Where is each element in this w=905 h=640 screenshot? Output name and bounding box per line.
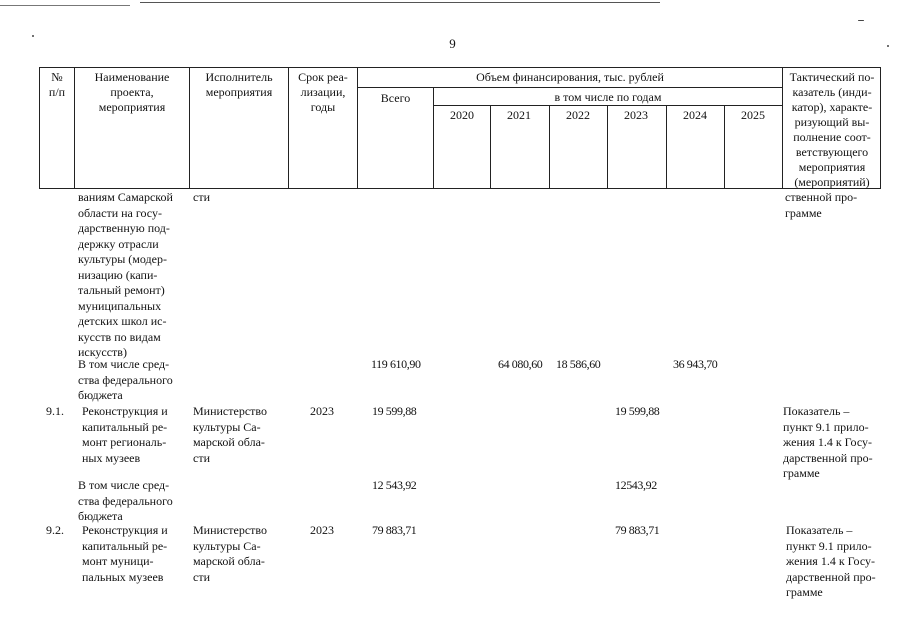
- fed1-2021: 64 080,60: [498, 357, 543, 371]
- scan-top-edge: [140, 2, 660, 3]
- fed1-total: 119 610,90: [371, 357, 421, 371]
- fed1-2024: 36 943,70: [673, 357, 718, 371]
- header-total: Всего: [380, 91, 411, 105]
- row92-executor: Министерство культуры Са- марской обла- сти: [193, 523, 267, 584]
- header-year-2024: 2024: [683, 108, 707, 122]
- fed2-2023: 12543,92: [615, 478, 657, 492]
- row92-term: 2023: [310, 523, 334, 537]
- row91-total: 19 599,88: [372, 404, 417, 418]
- header-number: № п/п: [48, 70, 66, 99]
- header-year-2021: 2021: [507, 108, 531, 122]
- cont-name-cell: ваниям Самарской области на госу- дарственную под- держку отрасли культуры (модер- низацию (капи- тальный ремонт) муниципальных детских школ ис- кусств по видам искусств): [78, 190, 173, 359]
- header-bottom-border: [39, 188, 881, 189]
- fed1-label: В том числе сред- ства федерального бюджета: [78, 357, 173, 402]
- header-by-years: в том числе по годам: [554, 90, 662, 104]
- header-year-2020: 2020: [450, 108, 474, 122]
- row91-term: 2023: [310, 404, 334, 418]
- row92-total: 79 883,71: [372, 523, 417, 537]
- row92-2023: 79 883,71: [615, 523, 660, 537]
- header-year-2023: 2023: [624, 108, 648, 122]
- row91-indicator: Показатель – пункт 9.1 прило- жения 1.4 к Госу- дарственной про- грамме: [783, 404, 873, 480]
- table-top-border: [39, 67, 881, 68]
- row91-2023: 19 599,88: [615, 404, 660, 418]
- years-sub-border: [433, 105, 783, 106]
- header-funding: Объем финансирования, тыс. рублей: [476, 70, 664, 84]
- scan-top-edge-2: [0, 5, 130, 6]
- cont-indicator-cell: ственной про- грамме: [785, 190, 858, 220]
- header-executor: Исполнитель мероприятия: [205, 70, 273, 99]
- row91-number: 9.1.: [46, 404, 64, 418]
- fed2-label: В том числе сред- ства федерального бюджета: [78, 478, 173, 523]
- row92-indicator: Показатель – пункт 9.1 прило- жения 1.4 к Госу- дарственной про- грамме: [786, 523, 876, 599]
- header-term: Срок реа- лизации, годы: [298, 70, 348, 114]
- row92-name: Реконструкция и капитальный ре- монт муници- пальных музеев: [82, 523, 168, 584]
- fed2-total: 12 543,92: [372, 478, 417, 492]
- funding-sub-border: [357, 87, 783, 88]
- header-indicator: Тактический по- казатель (инди- катор), характе- ризующий вы- полнение соот- ветствующего мероприятия (мероприятий): [789, 70, 875, 189]
- header-year-2022: 2022: [566, 108, 590, 122]
- header-name: Наименование проекта, мероприятия: [94, 70, 170, 114]
- row92-number: 9.2.: [46, 523, 64, 537]
- page-number: 9: [449, 36, 456, 51]
- fed1-2022: 18 586,60: [556, 357, 601, 371]
- cont-executor-cell: сти: [193, 190, 210, 204]
- header-year-2025: 2025: [741, 108, 765, 122]
- row91-executor: Министерство культуры Са- марской обла- сти: [193, 404, 267, 465]
- row91-name: Реконструкция и капитальный ре- монт региональ- ных музеев: [82, 404, 168, 465]
- scan-speck: [858, 20, 864, 21]
